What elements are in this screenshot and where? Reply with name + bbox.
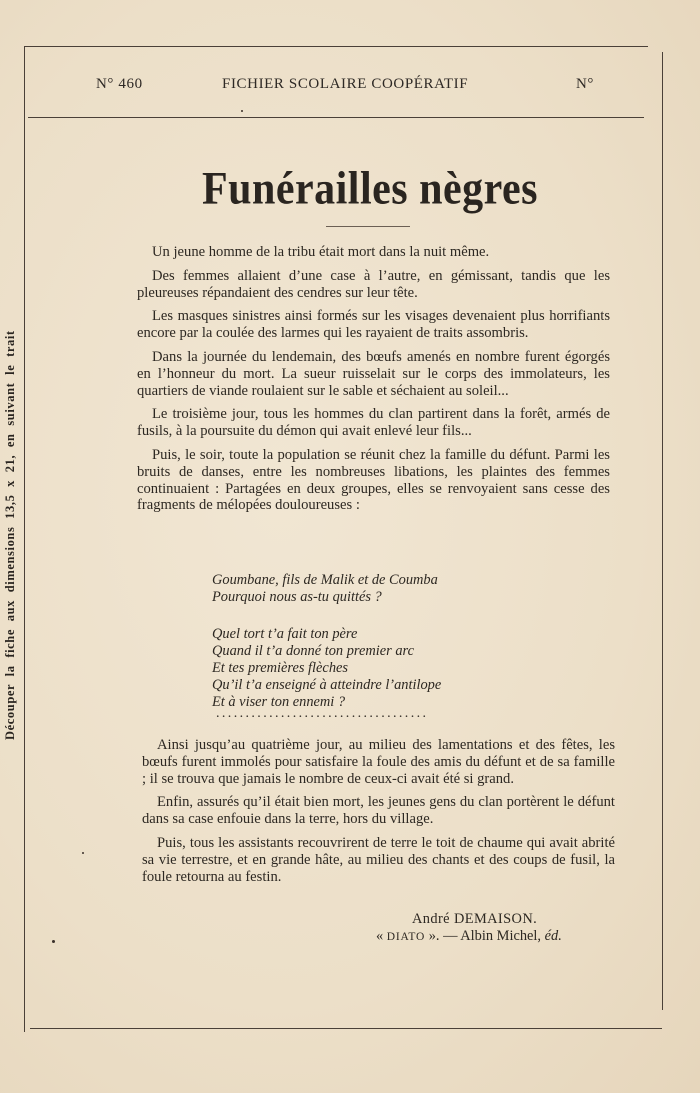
card-number-blank: N° bbox=[576, 76, 595, 92]
paragraph: Puis, le soir, toute la population se réunit chez la famille du défunt. Parmi les bruits de danses, entre les nombreuses libations, les plaintes des femmes continuaient : Partagées en deux groupes, elles se renvoyaient sans cesse des fragments de mélopées douloureuses : bbox=[137, 446, 610, 514]
card-number: N° 460 bbox=[96, 76, 143, 92]
paragraph: Un jeune homme de la tribu était mort dans la nuit même. bbox=[152, 244, 490, 260]
cutting-instruction: Découper la fiche aux dimensions 13,5 x 21, en suivant le trait bbox=[3, 330, 17, 740]
poem-line: Goumbane, fils de Malik et de Coumba bbox=[212, 572, 438, 588]
paper-speck bbox=[82, 852, 84, 854]
poem-line: Et à viser ton ennemi ? bbox=[212, 694, 346, 710]
page-title: Funérailles nègres bbox=[201, 163, 539, 215]
text-body-part2 bbox=[142, 737, 615, 892]
quote-open: « bbox=[376, 928, 387, 944]
poem-stanza-1 bbox=[212, 572, 438, 606]
paragraph: Enfin, assurés qu’il était bien mort, les jeunes gens du clan portèrent le défunt dans sa case enfouie dans la terre, hors du village. bbox=[142, 794, 615, 828]
edition-abbrev: éd. bbox=[544, 928, 562, 944]
poem-line: Qu’il t’a enseigné à atteindre l’antilope bbox=[212, 677, 442, 693]
work-title: DIATO bbox=[386, 931, 426, 943]
poem-line: Quand il t’a donné ton premier arc bbox=[212, 643, 414, 659]
paragraph: Dans la journée du lendemain, des bœufs amenés en nombre furent égorgés en l’honneur du mort. La sueur ruisselait sur le corps des immolateurs, les quartiers de viande roulaient sur le sable et séchaient au soleil... bbox=[137, 348, 610, 399]
poem-ellipsis: .................................... bbox=[216, 706, 429, 721]
paragraph: Les masques sinistres ainsi formés sur les visages devenaient plus horrifiants encore par la coulée des larmes qui les rayaient de traits assombris. bbox=[137, 308, 610, 342]
paragraph: Le troisième jour, tous les hommes du clan partirent dans la forêt, armés de fusils, à la poursuite du démon qui avait enlevé leur fils... bbox=[137, 406, 610, 440]
text-body-part1 bbox=[137, 244, 610, 521]
frame-top-line bbox=[24, 46, 648, 47]
publisher: ». — Albin Michel, bbox=[425, 928, 545, 944]
poem-line: Et tes premières flèches bbox=[212, 660, 349, 676]
header-title: FICHIER SCOLAIRE COOPÉRATIF bbox=[222, 76, 469, 92]
author-name: André DEMAISON. bbox=[412, 911, 538, 927]
source-citation bbox=[376, 928, 562, 945]
poem-stanza-2 bbox=[212, 626, 441, 711]
paragraph: Des femmes allaient d’une case à l’autre, en gémissant, tandis que les pleureuses répandaient des cendres sur leur tête. bbox=[137, 267, 610, 301]
paragraph: Ainsi jusqu’au quatrième jour, au milieu des lamentations et des fêtes, les bœufs furent immolés pour satisfaire la foule des amis du défunt et de sa famille ; il se trouva que jamais le nombre de ceux-ci avait été si grand. bbox=[142, 737, 615, 787]
paper-speck bbox=[52, 940, 55, 943]
poem-line: Pourquoi nous as-tu quittés ? bbox=[212, 589, 382, 605]
title-underline bbox=[326, 226, 410, 227]
paper-speck bbox=[241, 110, 243, 112]
frame-bottom-line bbox=[30, 1028, 662, 1029]
paragraph: Puis, tous les assistants recouvrirent de terre le toit de chaume qui avait abrité sa vie terrestre, et en grande hâte, au milieu des chants et des coups de fusil, la foule retourna au festin. bbox=[142, 834, 615, 885]
poem-line: Quel tort t’a fait ton père bbox=[212, 626, 358, 642]
header-rule bbox=[28, 117, 644, 118]
